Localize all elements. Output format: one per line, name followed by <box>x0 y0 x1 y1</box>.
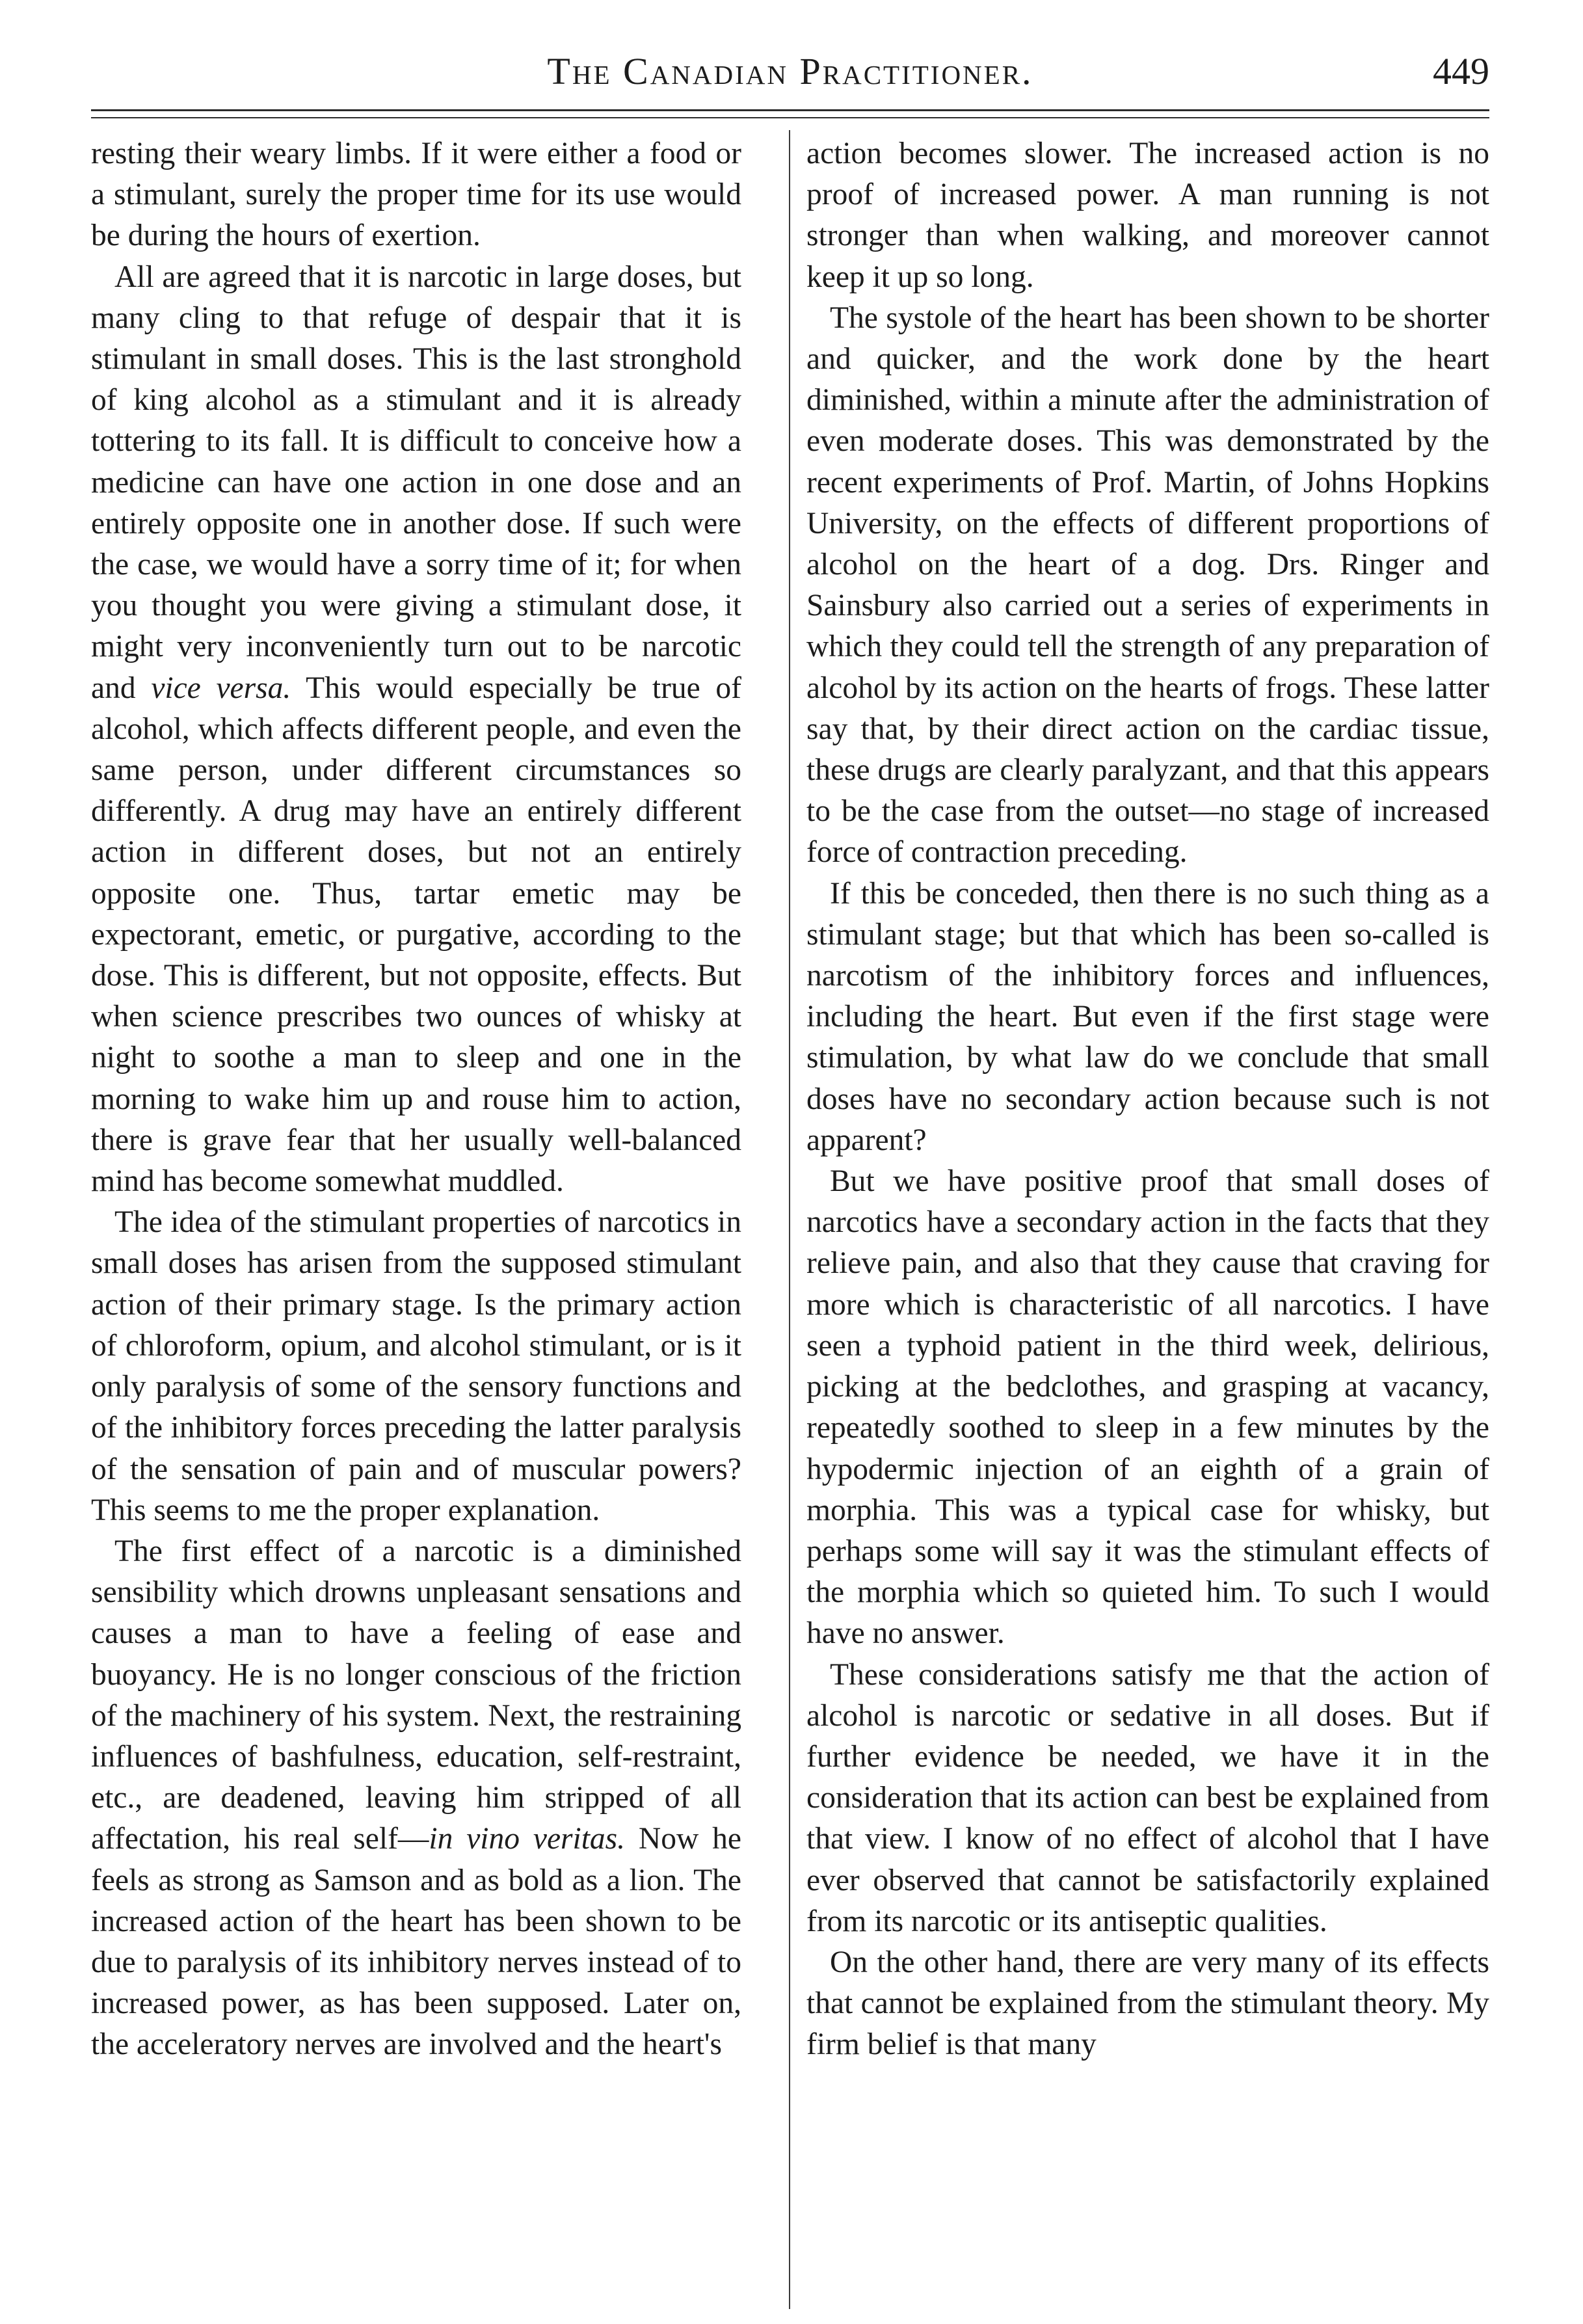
paragraph: On the other hand, there are very many of its effects that cannot be explained from the stimulant theory. My firm belief is that many <box>806 1945 1489 2062</box>
italic-phrase: in vino veritas. <box>429 1822 626 1856</box>
page-number: 449 <box>1433 50 1489 92</box>
header-rule-bottom <box>91 117 1489 118</box>
paragraph: If this be conceded, then there is no such thing as a stimulant stage; but that which has been so-called is narcotism of the inhibitory forces and influences, including the heart. But even if the first stage were stimulation, by what law do we conclude that small doses have no secondary action because such is not apparent? <box>806 876 1489 1157</box>
page-header <box>91 46 1489 111</box>
paragraph: resting their weary limbs. If it were either a food or a stimulant, surely the proper time for its use would be during the hours of exertion. <box>91 137 741 253</box>
running-title: The Canadian Practitioner. <box>547 50 1033 92</box>
paragraph: The systole of the heart has been shown to be shorter and quicker, and the work done by the heart diminished, within a minute after the administration of even moderate doses. This was demonstrated by the recent experiments of Prof. Martin, of Johns Hopkins University, on the effects of different proportions of alcohol on the heart of a dog. Drs. Ringer and Sainsbury also carried out a series of experiments in which they could tell the strength of any preparation of alcohol by its action on the hearts of frogs. These latter say that, by their direct action on the cardiac tissue, these drugs are clearly paralyzant, and that this appears to be the case from the outset—no stage of increased force of contraction preceding. <box>806 301 1489 870</box>
header-rule-top <box>91 109 1489 111</box>
right-column <box>806 133 1489 2066</box>
paragraph: action becomes slower. The increased action is no proof of increased power. A man running is not stronger than when walking, and moreover cannot keep it up so long. <box>806 137 1489 294</box>
paragraph-text: All are agreed that it is narcotic in large doses, but many cling to that refuge of despair that it is stimulant in small doses. This is the last stronghold of king alcohol as a stimulant and it is already tottering to its fall. It is difficult to conceive how a medicine can have one action in one dose and an entirely opposite one in another dose. If such were the case, we would have a sorry time of it; for when you thought you were giving a stimulant dose, it might very inconveniently turn out to be narcotic and <box>91 260 741 705</box>
paragraph: But we have positive proof that small doses of narcotics have a secondary action in the facts that they relieve pain, and also that they cause that craving for more which is characteristic of all narcotics. I have seen a typhoid patient in the third week, delirious, picking at the bedclothes, and grasping at vacancy, repeatedly soothed to sleep in a few minutes by the hypodermic injection of an eighth of a grain of morphia. This was a typical case for whisky, but perhaps some will say it was the stimulant effects of the morphia which so quieted him. To such I would have no answer. <box>806 1164 1489 1651</box>
left-column <box>91 133 741 2066</box>
paragraph: These considerations satisfy me that the action of alcohol is narcotic or sedative in all doses. But if further evidence be needed, we have it in the consideration that its action can best be explained from that view. I know of no effect of alcohol that I have ever observed that cannot be satisfactorily explained from its narcotic or its antiseptic qualities. <box>806 1657 1489 1938</box>
paragraph-text: Now he feels as strong as Samson and as bold as a lion. The increased action of the heart has been shown to be due to paralysis of its inhibitory nerves instead of to increased power, as has been supposed. Later on, the acceleratory nerves are involved and the heart's <box>91 1822 741 2062</box>
paragraph-text: The first effect of a narcotic is a diminished sensibility which drowns unpleasant sensations and causes a man to have a feeling of ease and buoyancy. He is no longer conscious of the friction of the machinery of his system. Next, the restraining influences of bashfulness, education, self-restraint, etc., are deadened, leaving him stripped of all affectation, his real self— <box>91 1534 741 1856</box>
paragraph <box>91 257 741 1203</box>
paragraph: The idea of the stimulant properties of narcotics in small doses has arisen from the supposed stimulant action of their primary stage. Is the primary action of chloroform, opium, and alcohol stimulant, or is it only paralysis of some of the sensory functions and of the inhibitory forces preceding the latter paralysis of the sensation of pain and of muscular powers? This seems to me the proper explanation. <box>91 1205 741 1527</box>
paragraph-text: This would especially be true of alcohol, which affects different people, and even the same person, under different circumstances so differently. A drug may have an entirely different action in different doses, but not an entirely opposite one. Thus, tartar emetic may be expectorant, emetic, or purgative, according to the dose. This is different, but not opposite, effects. But when science prescribes two ounces of whisky at night to soothe a man to sleep and one in the morning to wake him up and rouse him to action, there is grave fear that her usually well-balanced mind has become somewhat muddled. <box>91 671 741 1199</box>
italic-phrase: vice versa. <box>151 671 291 705</box>
column-divider <box>789 130 790 2309</box>
paragraph <box>91 1531 741 2066</box>
